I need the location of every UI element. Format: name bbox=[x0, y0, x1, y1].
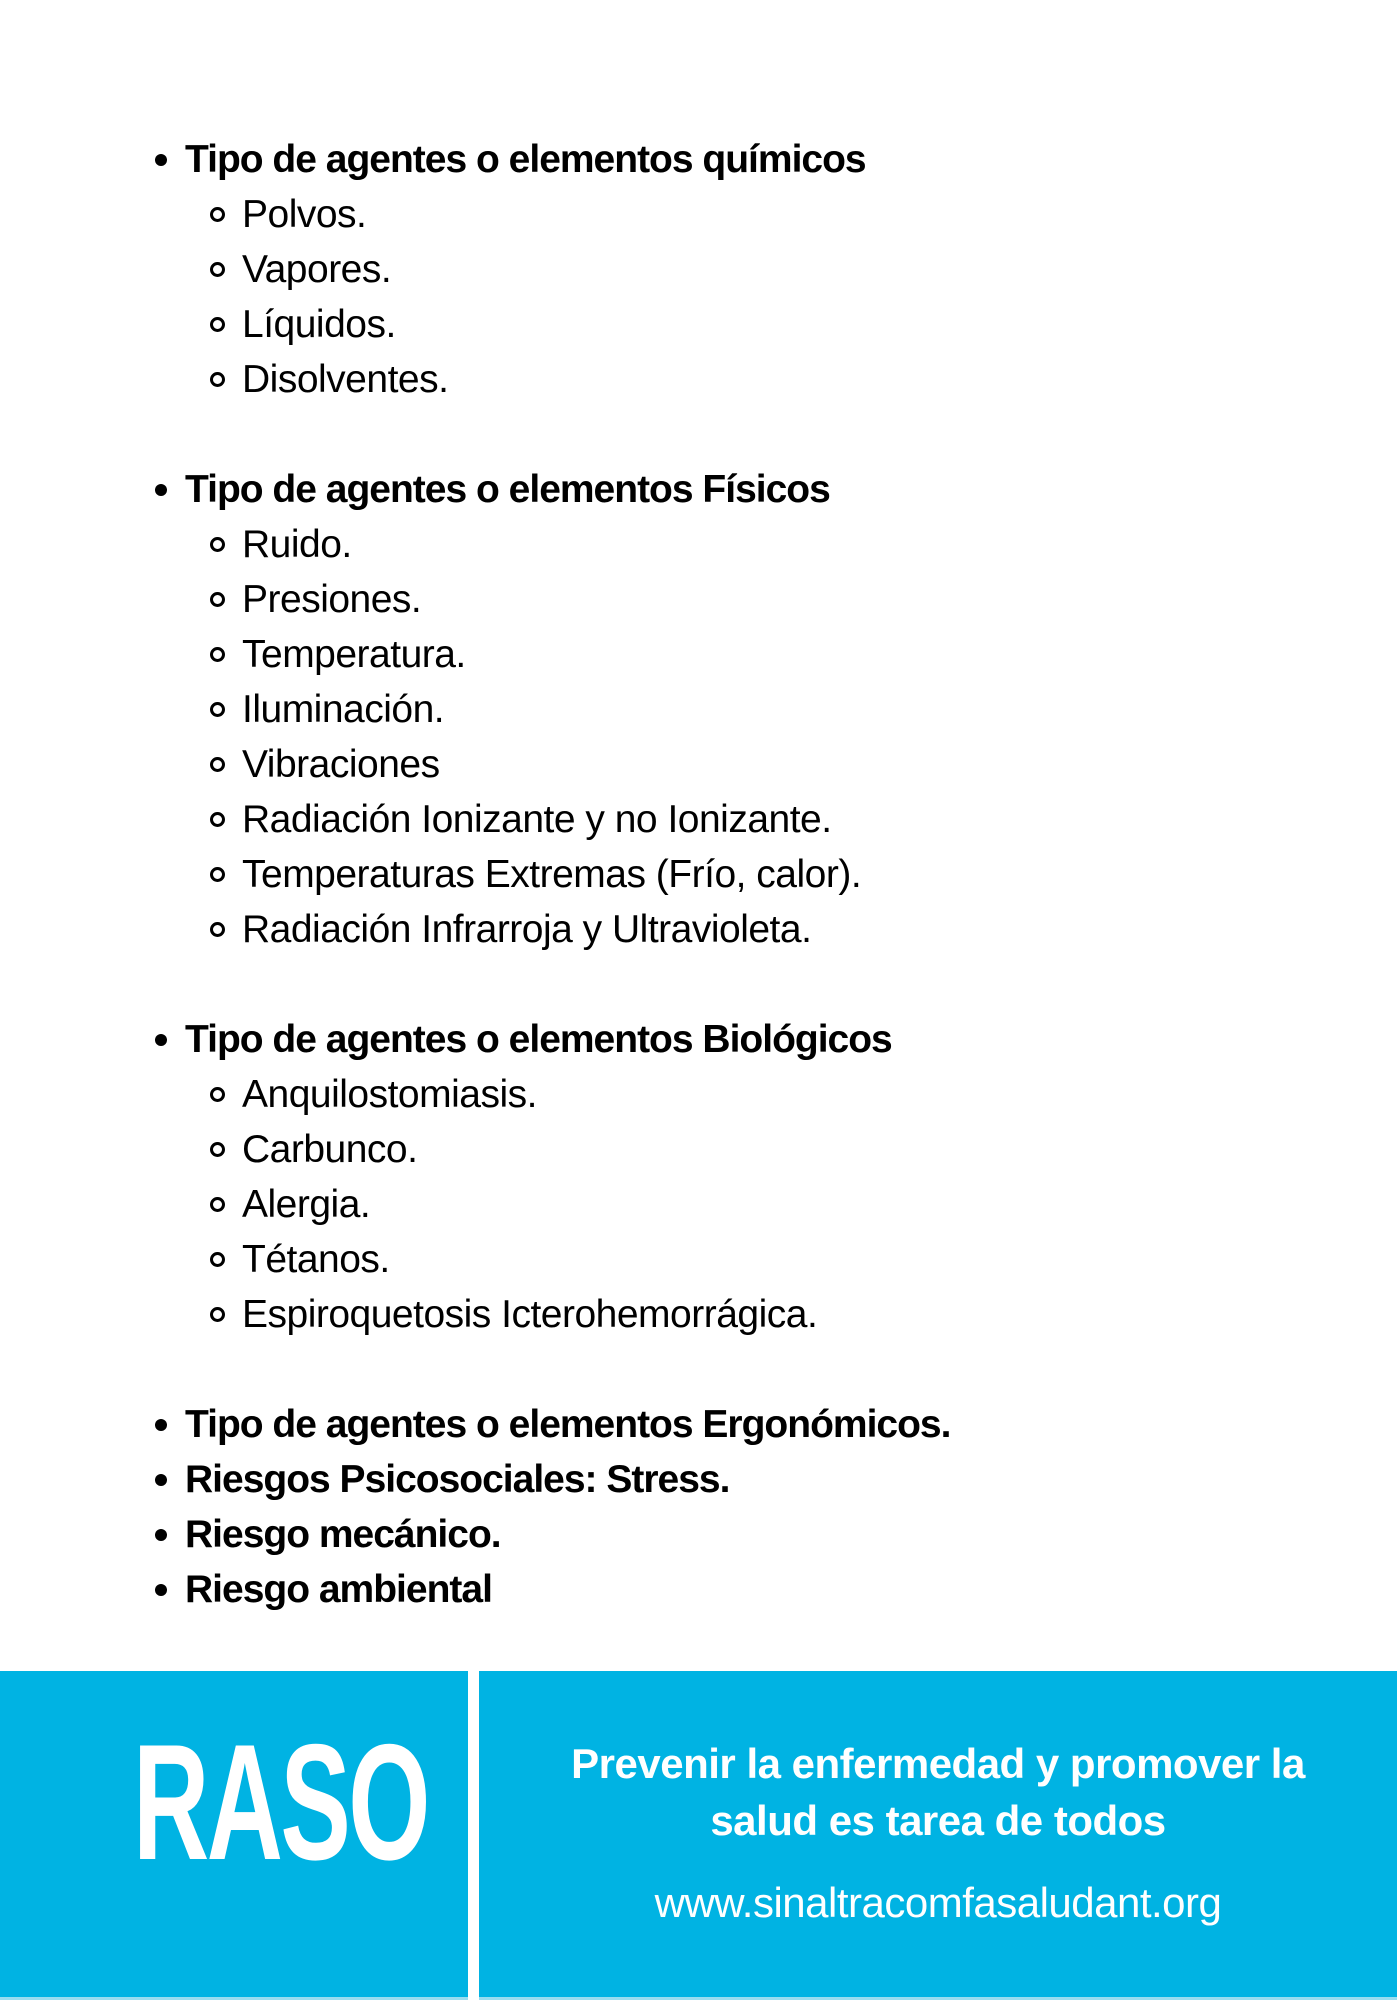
list-item-label: Ruido. bbox=[242, 523, 352, 566]
list-item bbox=[0, 1067, 1397, 1122]
list-item bbox=[0, 902, 1397, 957]
list-item-label: Radiación Ionizante y no Ionizante. bbox=[242, 798, 832, 841]
section bbox=[0, 1012, 1397, 1342]
bullet-circle-icon bbox=[210, 317, 225, 332]
list-item-label: Iluminación. bbox=[242, 688, 445, 731]
section-heading-label: Riesgo mecánico. bbox=[185, 1513, 501, 1556]
section-heading bbox=[0, 1507, 1397, 1562]
bullet-circle-icon bbox=[210, 1307, 225, 1322]
bullet-circle-icon bbox=[210, 262, 225, 277]
list-item-label: Alergia. bbox=[242, 1183, 371, 1226]
raso-logo: RASO bbox=[133, 1710, 428, 1894]
bullet-circle-icon bbox=[210, 757, 225, 772]
section bbox=[0, 132, 1397, 407]
footer-tagline bbox=[479, 1735, 1397, 1849]
list-item bbox=[0, 1177, 1397, 1232]
section-heading bbox=[0, 1012, 1397, 1067]
bullet-circle-icon bbox=[210, 207, 225, 222]
bullet-disc-icon bbox=[155, 1529, 167, 1541]
section bbox=[0, 1452, 1397, 1507]
bullet-circle-icon bbox=[210, 1087, 225, 1102]
section-heading-label: Tipo de agentes o elementos Biológicos bbox=[185, 1018, 892, 1061]
document-body bbox=[0, 132, 1397, 1617]
list-item-label: Presiones. bbox=[242, 578, 422, 621]
bullet-circle-icon bbox=[210, 867, 225, 882]
list-item-label: Radiación Infrarroja y Ultravioleta. bbox=[242, 908, 812, 951]
list-item bbox=[0, 792, 1397, 847]
list-item bbox=[0, 737, 1397, 792]
list-item bbox=[0, 187, 1397, 242]
section bbox=[0, 462, 1397, 957]
section-heading-label: Riesgo ambiental bbox=[185, 1568, 492, 1611]
footer-divider bbox=[468, 1671, 479, 2000]
list-item-label: Vibraciones bbox=[242, 743, 440, 786]
list-item bbox=[0, 682, 1397, 737]
bullet-disc-icon bbox=[155, 1474, 167, 1486]
section bbox=[0, 1562, 1397, 1617]
bullet-disc-icon bbox=[155, 1419, 167, 1431]
section-heading bbox=[0, 1397, 1397, 1452]
list-item-label: Espiroquetosis Icterohemorrágica. bbox=[242, 1293, 818, 1336]
bullet-circle-icon bbox=[210, 922, 225, 937]
section-heading bbox=[0, 132, 1397, 187]
tagline-line-2: salud es tarea de todos bbox=[710, 1797, 1166, 1844]
list-item-label: Anquilostomiasis. bbox=[242, 1073, 537, 1116]
list-item bbox=[0, 572, 1397, 627]
bullet-circle-icon bbox=[210, 1252, 225, 1267]
bullet-circle-icon bbox=[210, 702, 225, 717]
tagline-line-1: Prevenir la enfermedad y promover la bbox=[571, 1740, 1305, 1787]
section-heading-label: Tipo de agentes o elementos Físicos bbox=[185, 468, 830, 511]
list-item bbox=[0, 242, 1397, 297]
bullet-circle-icon bbox=[210, 372, 225, 387]
list-item-label: Líquidos. bbox=[242, 303, 396, 346]
footer-right-panel bbox=[479, 1671, 1397, 2000]
bullet-circle-icon bbox=[210, 1197, 225, 1212]
list-item-label: Carbunco. bbox=[242, 1128, 418, 1171]
list-item bbox=[0, 847, 1397, 902]
bullet-circle-icon bbox=[210, 1142, 225, 1157]
website-url: www.sinaltracomfasaludant.org bbox=[654, 1879, 1222, 1926]
section-heading bbox=[0, 1562, 1397, 1617]
list-item-label: Polvos. bbox=[242, 193, 367, 236]
list-item-label: Vapores. bbox=[242, 248, 392, 291]
section-heading bbox=[0, 462, 1397, 517]
list-item-label: Temperatura. bbox=[242, 633, 466, 676]
section bbox=[0, 1397, 1397, 1452]
bullet-disc-icon bbox=[155, 1034, 167, 1046]
list-item bbox=[0, 1287, 1397, 1342]
list-item-label: Disolventes. bbox=[242, 358, 449, 401]
list-item bbox=[0, 297, 1397, 352]
list-item bbox=[0, 1122, 1397, 1177]
bullet-circle-icon bbox=[210, 592, 225, 607]
bullet-disc-icon bbox=[155, 484, 167, 496]
list-item bbox=[0, 627, 1397, 682]
section-heading-label: Tipo de agentes o elementos químicos bbox=[185, 138, 866, 181]
list-item-label: Temperaturas Extremas (Frío, calor). bbox=[242, 853, 862, 896]
list-item bbox=[0, 1232, 1397, 1287]
section-heading bbox=[0, 1452, 1397, 1507]
section bbox=[0, 1507, 1397, 1562]
bullet-disc-icon bbox=[155, 154, 167, 166]
list-item bbox=[0, 517, 1397, 572]
bullet-circle-icon bbox=[210, 647, 225, 662]
bullet-circle-icon bbox=[210, 537, 225, 552]
section-heading-label: Riesgos Psicosociales: Stress. bbox=[185, 1458, 730, 1501]
list-item bbox=[0, 352, 1397, 407]
bullet-disc-icon bbox=[155, 1584, 167, 1596]
section-heading-label: Tipo de agentes o elementos Ergonómicos. bbox=[185, 1403, 951, 1446]
list-item-label: Tétanos. bbox=[242, 1238, 390, 1281]
bullet-circle-icon bbox=[210, 812, 225, 827]
